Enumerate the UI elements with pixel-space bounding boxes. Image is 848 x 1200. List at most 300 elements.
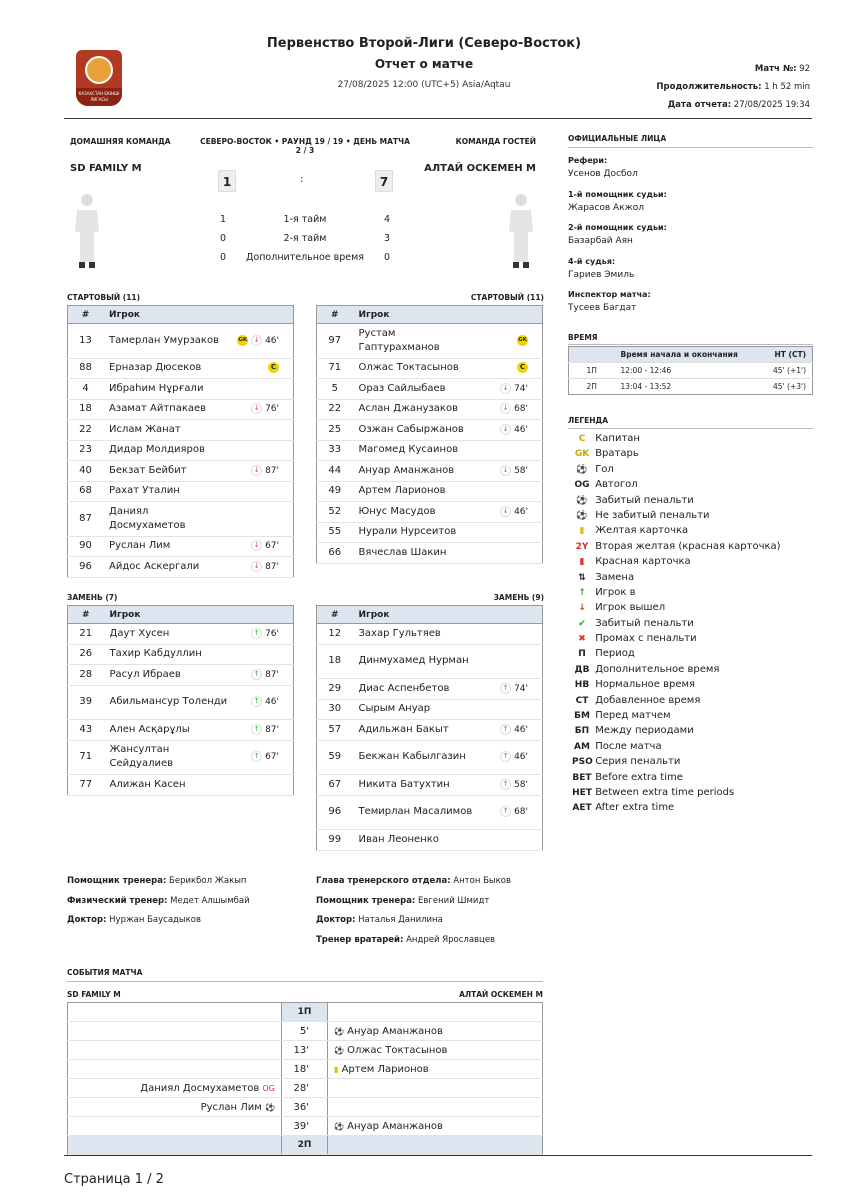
sub-minute: 46' [514,424,528,435]
player-number: 23 [68,440,104,461]
legend-item [572,554,817,569]
player-number: 87 [68,502,104,537]
away-team-label: КОМАНДА ГОСТЕЙ [455,137,536,146]
player-number: 30 [317,699,353,720]
player-name: Алижан Касен [104,775,234,796]
period-row [68,1003,543,1022]
event-row [68,1079,543,1098]
legend-label: Желтая карточка [595,525,689,537]
away-start-label: СТАРТОВЫЙ (11) [470,293,544,302]
player-name: Артем Ларионов [353,481,483,502]
event-minute: 18' [282,1060,328,1079]
staff-item [67,896,250,916]
sub-minute: 68' [514,404,528,415]
player-name: Бекзат Бейбит [103,461,231,482]
player-row [68,358,294,379]
player-name: Даниял Досмухаметов [103,502,231,537]
staff-role: Физический тренер: [67,895,168,906]
home-kit-icon [72,192,102,272]
officials-list [568,156,813,324]
staff-role: Глава тренерского отдела: [316,876,451,886]
legend-icon: ↑ [578,587,586,598]
sub-minute: 58' [514,465,528,476]
player-row [317,775,543,796]
legend-item [572,631,817,646]
col-player: Игрок [353,606,543,624]
player-name: Расул Ибраев [104,665,234,686]
player-number: 22 [68,420,104,441]
player-row [317,358,543,379]
player-row [68,502,294,537]
staff-name: Антон Быков [453,876,511,886]
legend-icon: П [578,649,586,660]
legend-label: Между периодами [595,725,694,737]
player-name: Ибраһим Нұрғали [103,379,231,400]
period-row: 1 1-я тайм 4 [220,214,390,225]
player-number: 25 [317,420,353,441]
player-number: 96 [68,557,104,578]
player-number: 44 [317,461,353,482]
sub-minute: 87' [265,724,279,735]
player-out-icon: ↓ [251,561,262,572]
away-subs-label: ЗАМЕНЬ (9) [493,593,544,602]
player-row [68,720,294,741]
player-out-icon: ↓ [500,424,511,435]
player-number: 77 [68,775,104,796]
player-in-icon: ↑ [251,696,262,707]
official-role: 2-й помощник судьи: [568,223,667,232]
player-number: 43 [68,720,104,741]
player-row [317,399,543,420]
sub-minute: 87' [265,561,279,572]
player-name: Руслан Лим [103,536,231,557]
home-subs-table [67,605,294,796]
player-row [68,379,294,400]
player-number: 66 [317,543,353,564]
player-number: 52 [317,502,353,523]
player-number: 18 [317,644,353,679]
player-row [68,399,294,420]
player-number: 68 [68,481,104,502]
event-player: Ануар Аманжанов [347,1025,443,1037]
home-start-label: СТАРТОВЫЙ (11) [67,293,141,302]
legend-item [572,570,817,585]
legend-label: Красная карточка [595,556,691,568]
official-item [568,290,813,324]
player-out-icon: ↓ [500,403,511,414]
sub-minute: 76' [265,628,279,639]
sub-minute: 46' [514,724,528,735]
legend-icon: AET [572,803,592,814]
legend-item [572,770,817,785]
time-row: 1П 12:00 - 12:46 45' (+1') [569,363,813,379]
player-row [68,420,294,441]
player-row [68,481,294,502]
staff-name: Берикбол Жакып [169,876,247,886]
official-name: Тусеев Багдат [568,303,637,313]
player-in-icon: ↑ [500,683,511,694]
home-team-label: ДОМАШНЯЯ КОМАНДА [70,137,171,146]
legend-item [572,431,817,446]
sub-minute: 58' [514,779,528,790]
legend-icon: ✔ [578,618,586,629]
player-number: 18 [68,399,104,420]
player-out-icon: ↓ [500,506,511,517]
legend-icon: ⚽ [576,510,588,521]
legend-item [572,723,817,738]
legend-label: Забитый пенальти [595,494,694,506]
player-name: Рустам Гаптурахманов [353,324,483,359]
legend-item [572,477,817,492]
period-label: 1П [282,1003,328,1022]
player-number: 71 [317,358,353,379]
time-row: 2П 13:04 - 13:52 45' (+3') [569,379,813,395]
period-label: 2П [282,1136,328,1155]
event-player: Олжас Токтасынов [347,1044,448,1056]
match-duration: Продолжительность: 1 h 52 min [656,82,810,92]
sub-minute: 67' [265,541,279,552]
staff-item [316,935,511,955]
staff-item [67,876,250,896]
legend-label: Between extra time periods [595,786,735,798]
player-name: Никита Батухтин [353,775,483,796]
col-number: # [68,606,104,624]
player-name: Тамерлан Умурзаков [103,324,231,359]
player-in-icon: ↑ [500,806,511,817]
period-row: 0 Дополнительное время 0 [220,252,390,263]
player-name: Сырым Ануар [353,699,483,720]
player-row [68,557,294,578]
event-player: Руслан Лим [200,1101,262,1113]
legend-label: Забитый пенальти [595,617,694,629]
legend-icon: НВ [574,680,590,691]
player-number: 13 [68,324,104,359]
event-row [68,1098,543,1117]
staff-item [316,915,511,935]
player-name: Юнус Масудов [353,502,483,523]
staff-name: Нуржан Баусадыков [109,915,201,925]
player-name: Айдос Аскергали [103,557,231,578]
staff-role: Тренер вратарей: [316,934,404,945]
sub-minute: 74' [514,383,528,394]
events-title: СОБЫТИЯ МАТЧА [67,968,143,977]
sub-minute: 76' [265,404,279,415]
officials-title: ОФИЦИАЛЬНЫЕ ЛИЦА [568,134,667,143]
event-player: Ануар Аманжанов [347,1120,443,1132]
events-table [67,1002,543,1155]
sub-minute: 87' [265,669,279,680]
player-number: 26 [68,644,104,665]
player-number: 21 [68,624,104,645]
legend-item [572,446,817,461]
player-row [317,379,543,400]
sub-minute: 46' [265,697,279,708]
match-datetime: 27/08/2025 12:00 (UTC+5) Asia/Aqtau [337,80,511,90]
event-icon: ⚽ [265,1102,275,1112]
player-name: Динмухамед Нурман [353,644,483,679]
legend-item [572,539,817,554]
player-out-icon: ↓ [251,465,262,476]
player-number: 90 [68,536,104,557]
player-name: Бекжан Кабылгазин [353,740,483,775]
player-name: Абильмансур Толенди [104,685,234,720]
player-row [317,324,543,359]
player-in-icon: ↑ [251,628,262,639]
legend-label: Замена [595,571,635,583]
legend-item [572,662,817,677]
legend-icon: ⚽ [576,464,588,475]
player-name: Захар Гультяев [353,624,483,645]
away-starting-table [316,305,543,564]
player-name: Аслан Джанузаков [353,399,483,420]
legend-item [572,754,817,769]
legend-icon: OG [574,480,590,491]
event-minute: 5' [282,1022,328,1041]
player-number: 71 [68,740,104,775]
player-number: 33 [317,440,353,461]
player-row [317,679,543,700]
event-row [68,1117,543,1136]
player-in-icon: ↑ [500,751,511,762]
player-number: 99 [317,830,353,851]
official-name: Гариев Эмиль [568,269,635,280]
legend-label: Гол [595,463,614,475]
staff-role: Помощник тренера: [316,895,416,906]
event-minute: 39' [282,1117,328,1136]
player-out-icon: ↓ [251,540,262,551]
player-name: Адильжан Бакыт [353,720,483,741]
report-subtitle: Отчет о матче [374,57,474,71]
staff-role: Доктор: [67,915,107,925]
player-name: Иван Леоненко [353,830,483,851]
legend-icon: СТ [575,695,589,706]
player-number: 22 [317,399,353,420]
player-row [317,740,543,775]
player-number: 57 [317,720,353,741]
legend-label: Before extra time [595,771,683,783]
sub-minute: 46' [265,335,279,346]
player-number: 67 [317,775,353,796]
player-number: 40 [68,461,104,482]
player-number: 88 [68,358,104,379]
legend-label: Капитан [595,433,640,444]
event-icon: ⚽ [334,1026,344,1036]
event-row [68,1022,543,1041]
player-number: 97 [317,324,353,359]
score-separator: : [300,174,304,185]
home-score: 1 [218,170,236,192]
legend-icon: BET [572,772,592,783]
player-out-icon: ↓ [251,335,262,346]
events-away-team: АЛТАЙ ОСКЕМЕН М [459,990,543,999]
goalkeeper-icon: GK [237,335,248,346]
event-icon: ⚽ [334,1121,344,1131]
player-name: Олжас Токтасынов [353,358,483,379]
legend-label: Промах с пенальти [595,633,697,645]
legend-item [572,693,817,708]
player-number: 29 [317,679,353,700]
period-row [68,1136,543,1155]
legend-list [572,431,817,816]
official-role: 1-й помощник судьи: [568,189,667,199]
event-icon: ⚽ [334,1045,344,1055]
legend-item [572,462,817,477]
staff-item [316,876,511,896]
legend-item [572,600,817,615]
legend-title: ЛЕГЕНДА [568,416,609,425]
legend-item [572,616,817,631]
captain-icon: C [268,362,279,373]
official-item [568,156,813,190]
legend-icon: PSO [572,757,593,768]
player-number: 5 [317,379,353,400]
legend-label: Добавленное время [595,694,701,706]
col-player: Игрок [353,306,543,324]
legend-icon: C [578,434,586,444]
event-icon: ▮ [334,1064,339,1074]
legend-icon: GK [574,449,590,460]
player-number: 55 [317,522,353,543]
player-row [68,624,294,645]
event-row [68,1060,543,1079]
col-number: # [317,306,353,324]
player-row [68,685,294,720]
legend-item [572,493,817,508]
legend-label: Нормальное время [595,679,696,691]
player-row [317,420,543,441]
time-table: Время начала и окончания НТ (СТ) 1П 12:00 - 12:46 45' (+1') 2П 13:04 - 13:52 45' (+3') [568,346,813,395]
event-icon: OG [262,1083,275,1093]
player-row [317,830,543,851]
page-number: Страница 1 / 2 [64,1172,164,1187]
player-name: Рахат Уталин [103,481,231,502]
legend-item [572,708,817,723]
legend-item [572,508,817,523]
player-row [317,522,543,543]
staff-item [67,915,250,935]
legend-icon: 2Y [575,541,589,552]
sub-minute: 46' [514,506,528,517]
player-row [68,665,294,686]
home-starting-table [67,305,294,578]
report-date: Дата отчета: 27/08/2025 19:34 [667,100,810,110]
player-name: Темирлан Масалимов [353,795,483,830]
col-number: # [317,606,353,624]
legend-label: Период [595,648,635,660]
player-row [317,440,543,461]
player-row [317,795,543,830]
event-minute: 13' [282,1041,328,1060]
player-in-icon: ↑ [251,751,262,762]
player-name: Азамат Айтпакаев [103,399,231,420]
player-row [317,543,543,564]
away-score: 7 [375,170,393,192]
player-number: 49 [317,481,353,502]
sub-minute: 87' [265,465,279,476]
player-row [317,720,543,741]
player-name: Ерназар Дюсеков [103,358,231,379]
player-in-icon: ↑ [500,779,511,790]
player-name: Озжан Сабыржанов [353,420,483,441]
legend-icon: ✖ [578,634,586,645]
player-name: Ануар Аманжанов [353,461,483,482]
official-item [568,257,813,291]
staff-item [316,896,511,916]
legend-icon: ↓ [578,603,586,614]
legend-label: Перед матчем [595,710,671,722]
player-row [68,536,294,557]
legend-icon: БМ [574,711,590,722]
staff-name: Медет Алшымбай [170,895,250,906]
official-item [568,190,813,224]
legend-item [572,785,817,800]
player-out-icon: ↓ [500,465,511,476]
home-staff [67,876,250,935]
goalkeeper-icon: GK [517,335,528,346]
event-row [68,1041,543,1060]
player-row [317,481,543,502]
legend-icon: ▮ [579,526,585,537]
player-in-icon: ↑ [251,669,262,680]
home-team-name: SD FAMILY M [70,163,142,174]
legend-icon: АМ [574,741,590,752]
legend-label: Вратарь [595,448,639,460]
legend-label: Серия пенальти [595,756,681,768]
legend-item [572,800,817,815]
events-home-team: SD FAMILY M [67,990,121,999]
round-info: СЕВЕРО-ВОСТОК • РАУНД 19 / 19 • ДЕНЬ МАТЧА 2 / 3 [200,137,410,155]
player-row [317,699,543,720]
sub-minute: 67' [265,752,279,763]
captain-icon: C [517,362,528,373]
staff-name: Евгений Шмидт [418,895,490,906]
legend-item [572,646,817,661]
player-row [68,324,294,359]
legend-label: После матча [595,740,662,752]
player-row [68,644,294,665]
legend-icon: HET [572,787,592,798]
player-number: 28 [68,665,104,686]
away-kit-icon [506,192,536,272]
event-minute: 28' [282,1079,328,1098]
player-number: 39 [68,685,104,720]
official-role: Рефери: [568,156,608,165]
report-title: Первенство Второй-Лиги (Северо-Восток) [266,36,582,51]
player-out-icon: ↓ [500,383,511,394]
match-number: Матч №: 92 [754,64,810,74]
player-row [68,775,294,796]
player-number: 12 [317,624,353,645]
legend-label: Игрок вышел [595,602,666,614]
event-player: Даниял Досмухаметов [140,1082,260,1094]
legend-label: Вторая желтая (красная карточка) [595,540,781,552]
player-row [317,461,543,482]
legend-icon: ДВ [574,664,590,675]
player-name: Ислам Жанат [103,420,231,441]
legend-icon: ▮ [579,557,585,568]
player-name: Тахир Кабдуллин [104,644,234,665]
official-name: Базарбай Аян [568,236,633,246]
legend-item [572,739,817,754]
official-item [568,223,813,257]
player-name: Диас Аспенбетов [353,679,483,700]
staff-name: Андрей Ярославцев [406,934,496,945]
player-row [317,502,543,523]
player-name: Нурали Нурсеитов [353,522,483,543]
official-name: Усенов Досбол [568,169,638,179]
sub-minute: 46' [514,752,528,763]
legend-label: Дополнительное время [595,663,720,675]
